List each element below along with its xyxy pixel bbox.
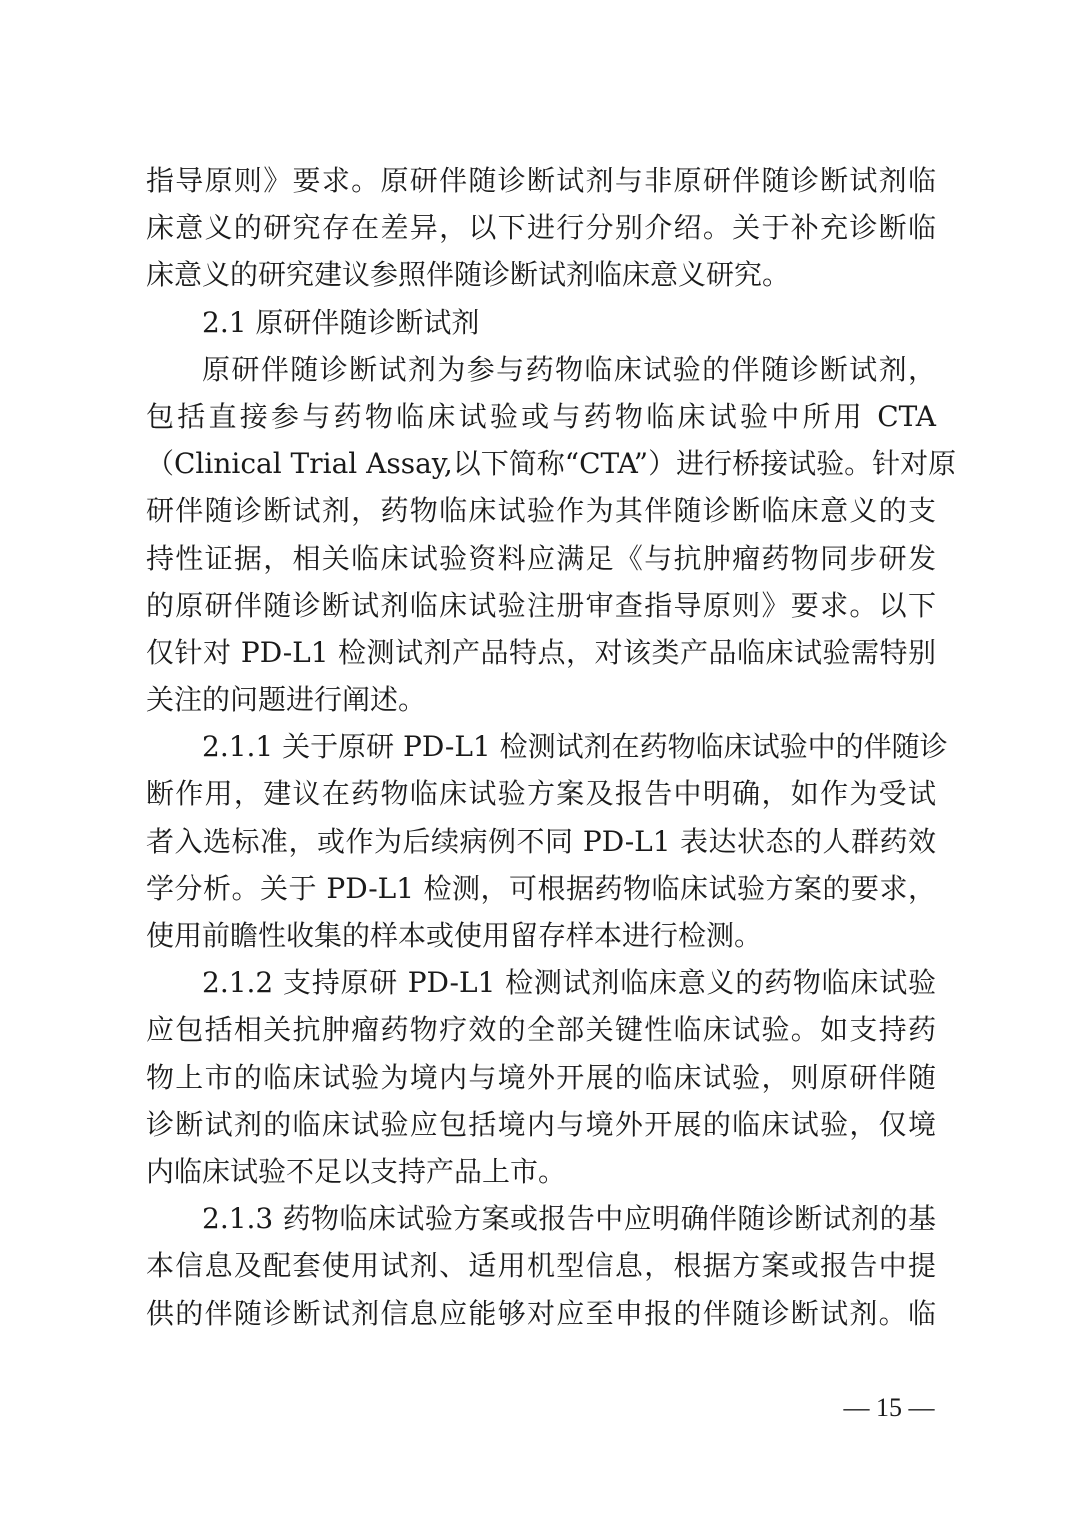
text-line: 床意义的研究存在差异，以下进行分别介绍。关于补充诊断临 [146, 211, 936, 245]
text-line: 本信息及配套使用试剂、适用机型信息，根据方案或报告中提 [146, 1249, 936, 1283]
text-line: 研伴随诊断试剂，药物临床试验作为其伴随诊断临床意义的支 [146, 494, 936, 528]
text-line: 学分析。关于 PD-L1 检测，可根据药物临床试验方案的要求， [146, 871, 936, 905]
page-number: — 15 — [843, 1393, 935, 1422]
text-line: 内临床试验不足以支持产品上市。 [146, 1154, 567, 1188]
text-line: 的原研伴随诊断试剂临床试验注册审查指导原则》要求。以下 [146, 588, 936, 622]
text-line: 者入选标准，或作为后续病例不同 PD-L1 表达状态的人群药效 [146, 824, 936, 858]
text-line: 仅针对 PD-L1 检测试剂产品特点，对该类产品临床试验需特别 [146, 635, 936, 669]
text-line: 2.1.1 关于原研 PD-L1 检测试剂在药物临床试验中的伴随诊 [202, 730, 948, 764]
text-line: 包括直接参与药物临床试验或与药物临床试验中所用 CTA [146, 399, 936, 433]
text-line: 2.1.2 支持原研 PD-L1 检测试剂临床意义的药物临床试验 [202, 966, 936, 1000]
text-line: 诊断试剂的临床试验应包括境内与境外开展的临床试验，仅境 [146, 1107, 936, 1141]
text-line: 2.1.3 药物临床试验方案或报告中应明确伴随诊断试剂的基 [202, 1202, 936, 1236]
section-heading: 2.1 原研伴随诊断试剂 [202, 305, 480, 339]
text-line: 供的伴随诊断试剂信息应能够对应至申报的伴随诊断试剂。临 [146, 1296, 936, 1330]
document-body [146, 157, 957, 1337]
text-line: 物上市的临床试验为境内与境外开展的临床试验，则原研伴随 [146, 1060, 936, 1094]
text-line: 指导原则》要求。原研伴随诊断试剂与非原研伴随诊断试剂临 [146, 164, 936, 197]
text-line: 使用前瞻性收集的样本或使用留存样本进行检测。 [146, 919, 763, 952]
text-line: 持性证据，相关临床试验资料应满足《与抗肿瘤药物同步研发 [146, 541, 936, 575]
text-line: 原研伴随诊断试剂为参与药物临床试验的伴随诊断试剂， [202, 352, 936, 386]
text-line: 关注的问题进行阐述。 [146, 683, 427, 717]
text-line: （Clinical Trial Assay,以下简称“CTA”）进行桥接试验。针对原 [146, 447, 957, 481]
text-line: 断作用，建议在药物临床试验方案及报告中明确，如作为受试 [146, 777, 936, 811]
text-line: 床意义的研究建议参照伴随诊断试剂临床意义研究。 [146, 258, 791, 292]
text-line: 应包括相关抗肿瘤药物疗效的全部关键性临床试验。如支持药 [146, 1013, 936, 1047]
